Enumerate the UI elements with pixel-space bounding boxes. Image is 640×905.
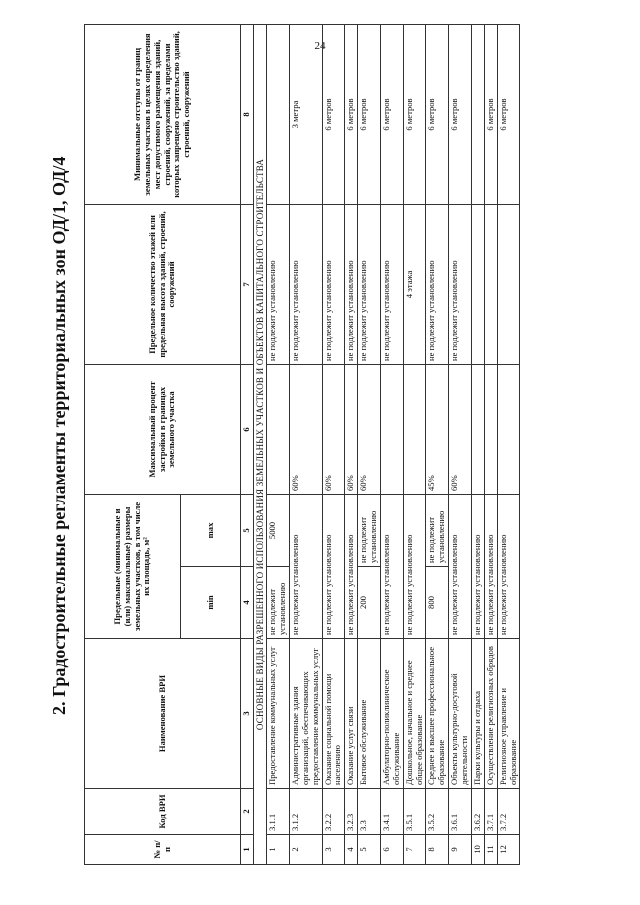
row-n: 1: [267, 835, 290, 865]
row-name: Оказание социальной помощи населению: [322, 639, 345, 789]
row-code: 3.1.2: [289, 789, 322, 835]
col-number: 7: [241, 204, 254, 364]
row-name: Амбулаторно-поликлиническое обслуживание: [380, 639, 403, 789]
row-n: 5: [358, 835, 381, 865]
row-code: 3.5.1: [403, 789, 426, 835]
row-code: 3.2.2: [322, 789, 345, 835]
row-name: Дошкольное, начальное и среднее общее образование: [403, 639, 426, 789]
header-code: Код ВРИ: [85, 789, 241, 835]
row-floors: не подлежит установлению: [358, 204, 381, 364]
row-percent: 60%: [289, 364, 322, 494]
row-n: 9: [449, 835, 472, 865]
row-percent: [380, 364, 403, 494]
table-row: [484, 24, 497, 864]
header-min: min: [181, 567, 241, 639]
row-floors: не подлежит установлению: [289, 204, 322, 364]
row-min: 200: [358, 567, 381, 639]
row-setback: [267, 24, 290, 204]
row-n: 2: [289, 835, 322, 865]
row-floors: не подлежит установлению: [267, 204, 290, 364]
section-band: ОСНОВНЫЕ ВИДЫ РАЗРЕШЕННОГО ИСПОЛЬЗОВАНИЯ ЗЕМЕЛЬНЫХ УЧАСТКОВ И ОБЪЕКТОВ КАПИТАЛЬНОГО СТРОИТЕЛЬСТВА: [253, 24, 266, 864]
row-percent: [484, 364, 497, 494]
row-percent: 60%: [345, 364, 358, 494]
header-setback: Минимальные отступы от границ земельных участков в целях определения мест допустимого размещения зданий, строений, сооружений, за пределами которых запрещено строительство зданий, строений, сооружений: [85, 24, 241, 204]
rotated-page-content: [40, 15, 600, 875]
row-floors: [484, 204, 497, 364]
row-setback: 6 метров: [345, 24, 358, 204]
row-floors: [497, 204, 520, 364]
table-row: [289, 24, 322, 864]
row-setback: 3 метра: [289, 24, 322, 204]
row-floors: не подлежит установлению: [322, 204, 345, 364]
row-name: Оказание услуг связи: [345, 639, 358, 789]
row-floors: не подлежит установлению: [426, 204, 449, 364]
row-percent: 60%: [449, 364, 472, 494]
table-row: [345, 24, 358, 864]
row-setback: [471, 24, 484, 204]
row-setback: 6 метров: [322, 24, 345, 204]
col-number: 4: [241, 567, 254, 639]
row-name: Среднее и высшее профессиональное образование: [426, 639, 449, 789]
row-n: 3: [322, 835, 345, 865]
row-percent: 60%: [358, 364, 381, 494]
row-min: не подлежит установлению: [380, 494, 403, 638]
row-name: Осуществление религиозных обрядов: [484, 639, 497, 789]
row-name: Предоставление коммунальных услуг: [267, 639, 290, 789]
row-code: 3.3: [358, 789, 381, 835]
table-row: [358, 24, 381, 864]
row-setback: 6 метров: [426, 24, 449, 204]
table-row: [471, 24, 484, 864]
row-code: 3.1.1: [267, 789, 290, 835]
header-name: Наименование ВРИ: [85, 639, 241, 789]
table-row: [497, 24, 520, 864]
row-floors: [471, 204, 484, 364]
row-min: не подлежит установлению: [449, 494, 472, 638]
table-row: [403, 24, 426, 864]
row-percent: [403, 364, 426, 494]
table-row: [380, 24, 403, 864]
row-min: не подлежит установлению: [471, 494, 484, 638]
col-number: 2: [241, 789, 254, 835]
row-n: 4: [345, 835, 358, 865]
row-min: 800: [426, 567, 449, 639]
row-code: 3.4.1: [380, 789, 403, 835]
row-n: 11: [484, 835, 497, 865]
row-n: 6: [380, 835, 403, 865]
row-percent: [497, 364, 520, 494]
header-percent: Максимальный процент застройки в границах земельного участка: [85, 364, 241, 494]
row-min: не подлежит установлению: [484, 494, 497, 638]
row-percent: [267, 364, 290, 494]
row-setback: 6 метров: [358, 24, 381, 204]
header-sizes: Предельные (минимальные и (или) максимальные) размеры земельных участков, в том числе их площадь, м²: [85, 494, 181, 638]
row-code: 3.7.1: [484, 789, 497, 835]
row-min: не подлежит установлению: [345, 494, 358, 638]
row-floors: не подлежит установлению: [449, 204, 472, 364]
row-percent: 45%: [426, 364, 449, 494]
row-name: Парки культуры и отдыха: [471, 639, 484, 789]
row-floors: не подлежит установлению: [380, 204, 403, 364]
row-n: 12: [497, 835, 520, 865]
header-floors: Предельное количество этажей или предельная высота зданий, строений, сооружений: [85, 204, 241, 364]
row-min: не подлежит установлению: [289, 494, 322, 638]
col-number: 5: [241, 494, 254, 566]
table-row: [449, 24, 472, 864]
row-code: 3.6.1: [449, 789, 472, 835]
col-number: 3: [241, 639, 254, 789]
row-min: не подлежит установлению: [497, 494, 520, 638]
table-row: [267, 24, 290, 864]
row-max: не подлежит установлению: [358, 494, 381, 566]
row-code: 3.2.3: [345, 789, 358, 835]
col-number: 1: [241, 835, 254, 865]
table-row: [426, 24, 449, 864]
row-name: Административные здания организаций, обеспечивающих предоставление коммунальных услуг: [289, 639, 322, 789]
table-row: [322, 24, 345, 864]
row-floors: не подлежит установлению: [345, 204, 358, 364]
row-min: не подлежит установлению: [322, 494, 345, 638]
header-max: max: [181, 494, 241, 566]
row-floors: 4 этажа: [403, 204, 426, 364]
header-n: № п/п: [85, 835, 241, 865]
row-setback: 6 метров: [449, 24, 472, 204]
row-name: Религиозное управление и образование: [497, 639, 520, 789]
row-percent: [471, 364, 484, 494]
row-code: 3.7.2: [497, 789, 520, 835]
col-number: 6: [241, 364, 254, 494]
row-name: Бытовое обслуживание: [358, 639, 381, 789]
row-name: Объекты культурно-досуговой деятельности: [449, 639, 472, 789]
row-max: не подлежит установлению: [426, 494, 449, 566]
regulations-table: [84, 24, 520, 865]
column-number-row: [241, 24, 254, 864]
row-setback: 6 метров: [380, 24, 403, 204]
row-code: 3.5.2: [426, 789, 449, 835]
row-n: 10: [471, 835, 484, 865]
row-min: не подлежит установлению: [267, 567, 290, 639]
row-max: 5000: [267, 494, 290, 566]
col-number: 8: [241, 24, 254, 204]
row-code: 3.6.2: [471, 789, 484, 835]
row-setback: 6 метров: [403, 24, 426, 204]
row-setback: 6 метров: [497, 24, 520, 204]
row-percent: 60%: [322, 364, 345, 494]
row-min: не подлежит установлению: [403, 494, 426, 638]
row-n: 7: [403, 835, 426, 865]
page-number: 24: [314, 40, 326, 52]
row-setback: 6 метров: [484, 24, 497, 204]
row-n: 8: [426, 835, 449, 865]
section-title: 2. Градостроительные регламенты территориальных зон ОД/1, ОД/4: [49, 156, 69, 715]
